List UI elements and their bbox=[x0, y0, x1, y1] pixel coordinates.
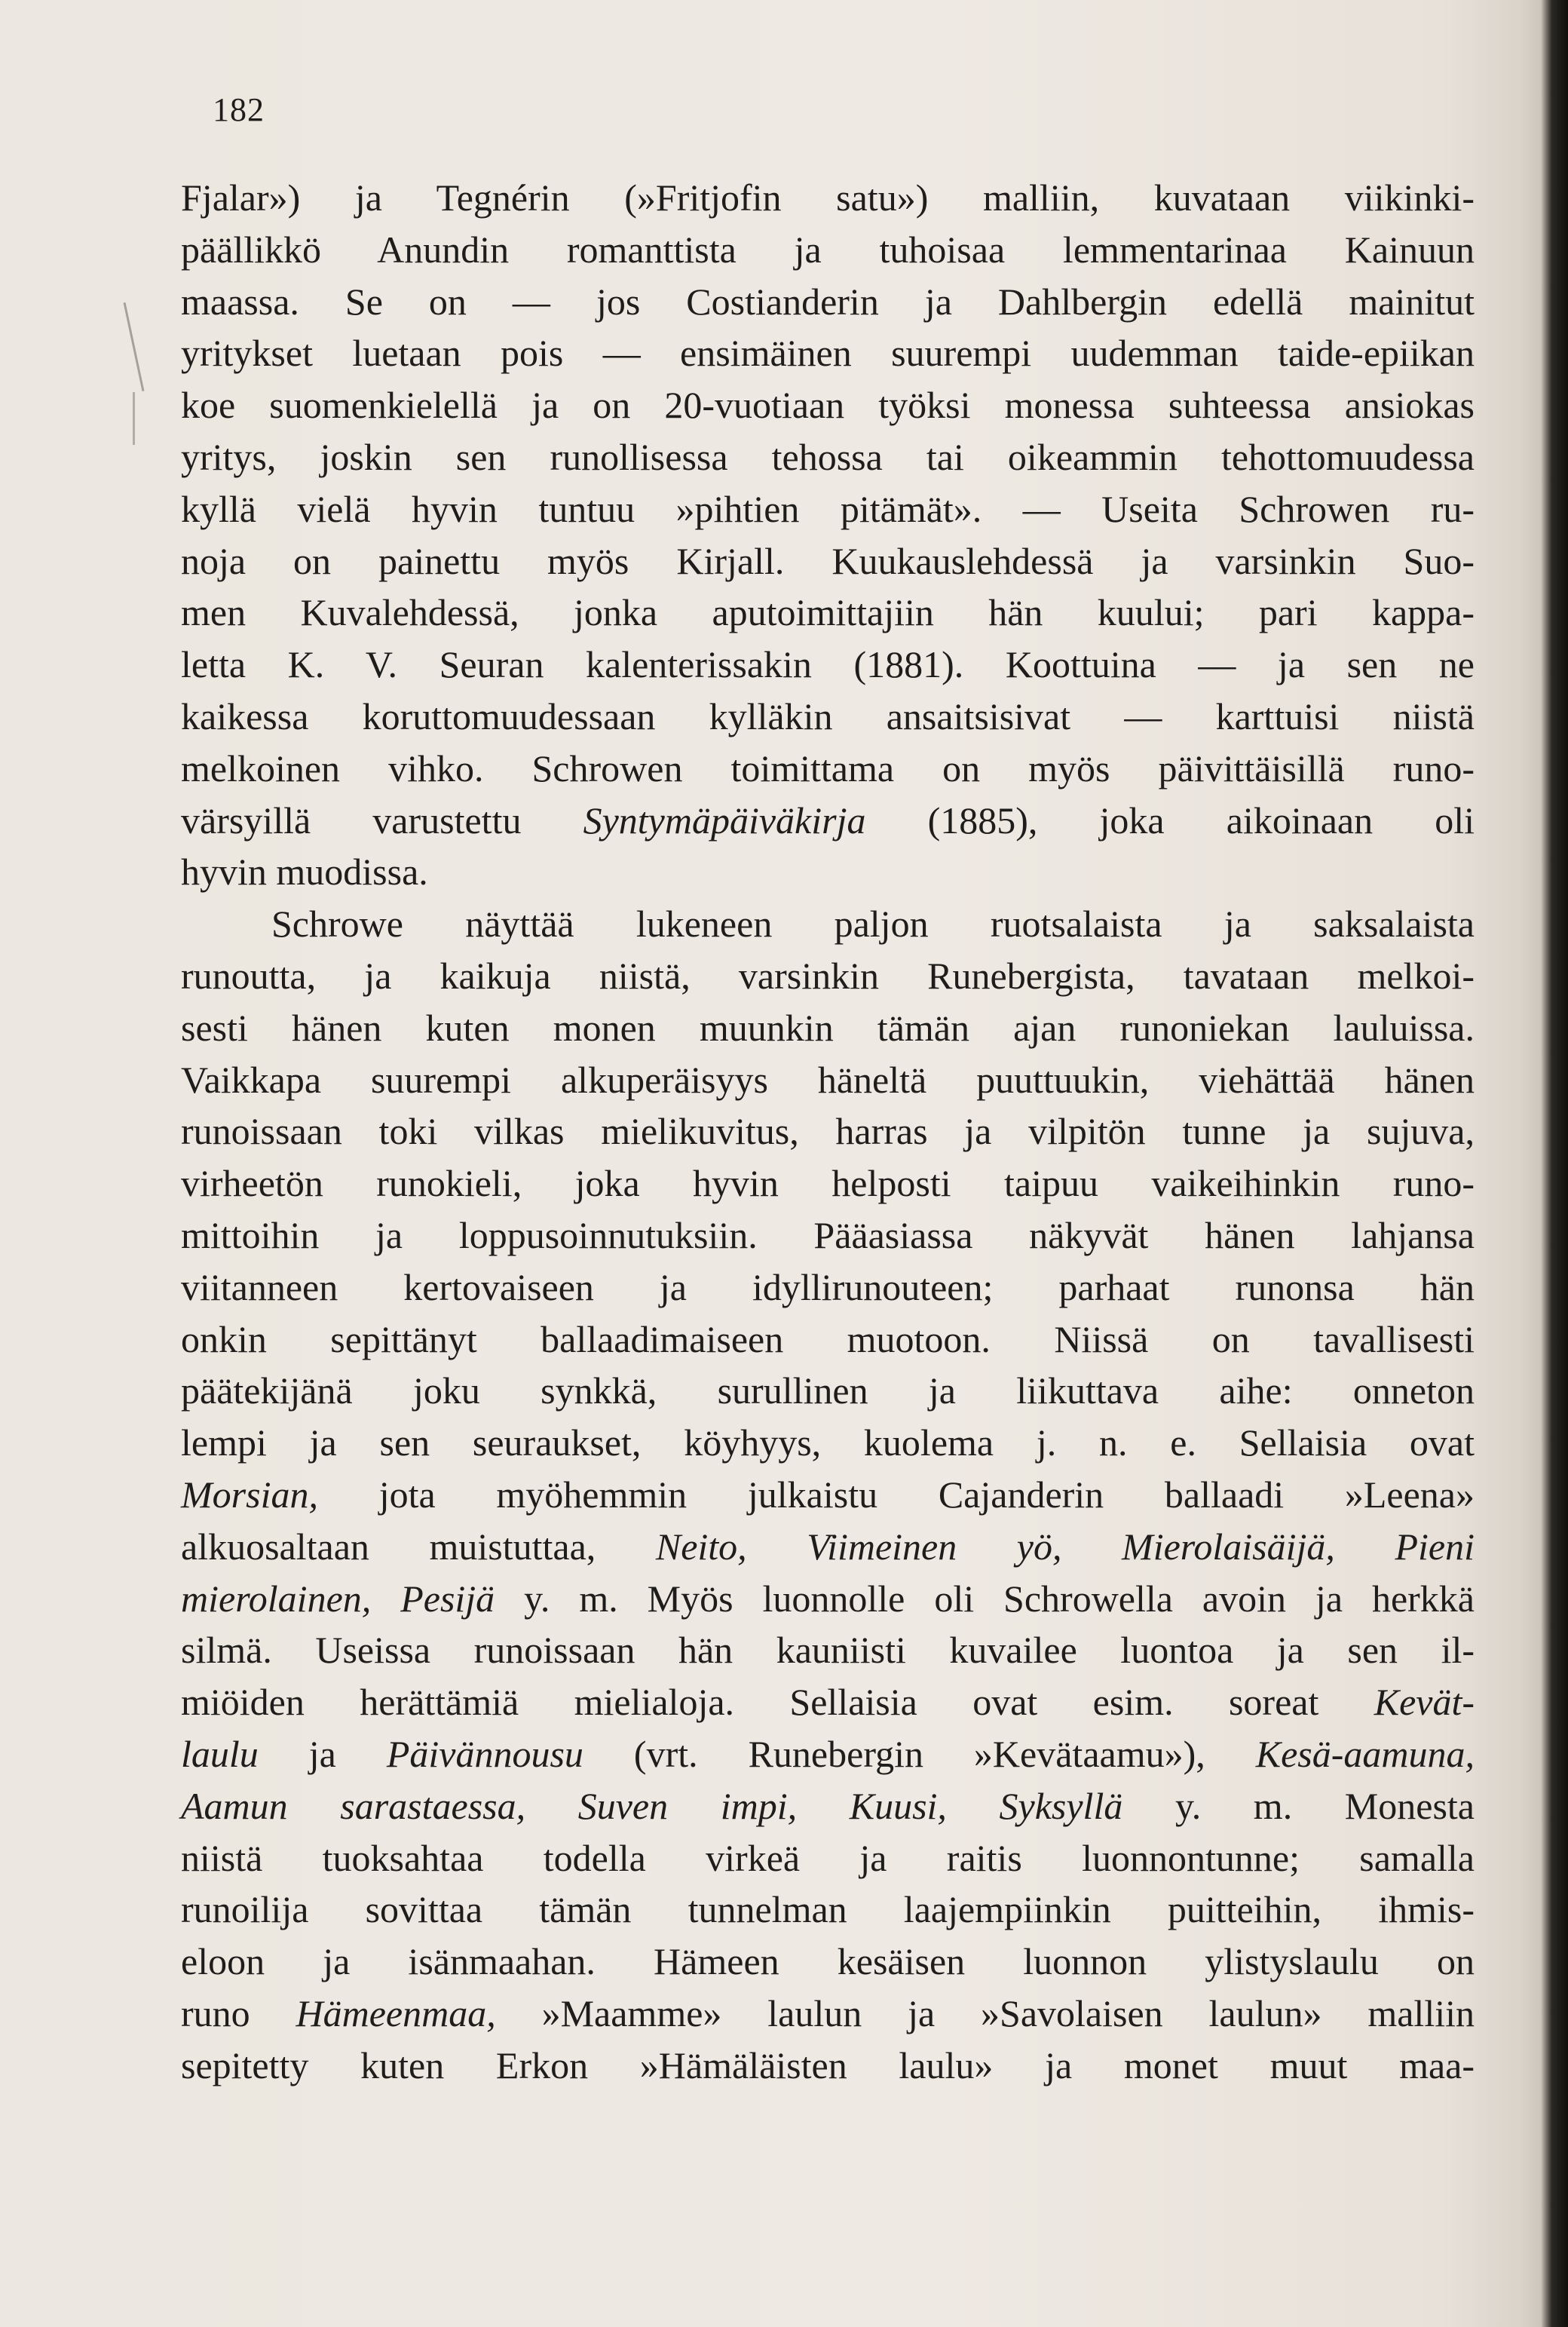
italic-title: Kesä-aamuna, bbox=[1255, 1732, 1475, 1775]
text-segment: silmä. Useissa runoissaan hän kauniisti kuvailee luontoa ja sen il- bbox=[181, 1629, 1475, 1672]
pencil-mark bbox=[133, 392, 135, 445]
text-line bbox=[181, 1105, 1475, 1157]
text-line bbox=[181, 691, 1475, 743]
italic-title: Neito, Viimeinen yö, Mierolaisäijä, Pieni bbox=[655, 1525, 1475, 1568]
text-segment: runoutta, ja kaikuja niistä, varsinkin Runebergista, tavataan melkoi- bbox=[181, 954, 1475, 997]
text-line bbox=[181, 795, 1475, 847]
text-segment: värsyillä varustettu bbox=[181, 799, 583, 842]
text-line bbox=[181, 1832, 1475, 1884]
text-line bbox=[181, 1365, 1475, 1417]
text-segment: alkuosaltaan muistuttaa, bbox=[181, 1525, 656, 1568]
text-segment: runoissaan toki vilkas mielikuvitus, harras ja vilpitön tunne ja sujuva, bbox=[181, 1110, 1475, 1153]
text-line bbox=[181, 1469, 1475, 1521]
text-line bbox=[181, 535, 1475, 587]
text-segment: melkoinen vihko. Schrowen toimittama on myös päivittäisillä runo- bbox=[181, 747, 1475, 789]
page-number: 182 bbox=[213, 91, 265, 128]
text-line bbox=[181, 2040, 1475, 2092]
text-segment: yritykset luetaan pois — ensimäinen suurempi uudemman taide-epiikan bbox=[181, 332, 1475, 375]
text-segment: y. m. Myös luonnolle oli Schrowella avoin ja herkkä bbox=[495, 1577, 1475, 1620]
text-line bbox=[181, 1780, 1475, 1832]
text-segment: letta K. V. Seuran kalenterissakin (1881). Koottuina — ja sen ne bbox=[181, 643, 1475, 686]
pencil-mark bbox=[124, 302, 145, 391]
italic-title: mierolainen, Pesijä bbox=[181, 1577, 495, 1620]
text-segment: eloon ja isänmaahan. Hämeen kesäisen luonnon ylistyslaulu on bbox=[181, 1940, 1475, 1983]
text-line bbox=[181, 898, 1475, 950]
text-segment: hyvin muodissa. bbox=[181, 851, 428, 894]
text-segment: mittoihin ja loppusoinnutuksiin. Pääasiassa näkyvät hänen lahjansa bbox=[181, 1213, 1475, 1256]
italic-title: laulu bbox=[181, 1732, 259, 1775]
text-line bbox=[181, 1573, 1475, 1625]
text-line bbox=[181, 327, 1475, 379]
text-line bbox=[181, 743, 1475, 795]
italic-title: Hämeenmaa, bbox=[296, 1991, 496, 2034]
text-line bbox=[181, 172, 1475, 224]
text-line bbox=[181, 1936, 1475, 1988]
text-segment: jota myöhemmin julkaistu Cajanderin ballaadi »Leena» bbox=[317, 1473, 1475, 1516]
text-segment: viitanneen kertovaiseen ja idyllirunouteen; parhaat runonsa hän bbox=[181, 1265, 1475, 1308]
text-line bbox=[181, 379, 1475, 431]
text-line bbox=[181, 1209, 1475, 1262]
text-segment: niistä tuoksahtaa todella virkeä ja raitis luonnontunne; samalla bbox=[181, 1836, 1475, 1879]
text-line bbox=[181, 950, 1475, 1002]
text-segment: koe suomenkielellä ja on 20-vuotiaan työksi monessa suhteessa ansiokas bbox=[181, 384, 1475, 427]
text-segment: ja bbox=[258, 1732, 387, 1775]
text-line bbox=[181, 1262, 1475, 1314]
text-segment: maassa. Se on — jos Costianderin ja Dahlbergin edellä mainitut bbox=[181, 280, 1475, 323]
text-line bbox=[181, 1624, 1475, 1676]
text-line bbox=[181, 1521, 1475, 1573]
text-segment: Fjalar») ja Tegnérin (»Fritjofin satu») malliin, kuvataan viikinki- bbox=[181, 176, 1475, 219]
text-segment: kyllä vielä hyvin tuntuu »pihtien pitämät». — Useita Schrowen ru- bbox=[181, 487, 1475, 530]
text-line bbox=[181, 1988, 1475, 2040]
text-segment: (1885), joka aikoinaan oli bbox=[865, 799, 1475, 842]
body-text bbox=[181, 172, 1475, 2091]
text-line bbox=[181, 276, 1475, 328]
text-line bbox=[181, 1054, 1475, 1106]
text-segment: (vrt. Runebergin »Kevätaamu»), bbox=[583, 1732, 1256, 1775]
text-segment: Vaikkapa suurempi alkuperäisyys häneltä puuttuukin, viehättää hänen bbox=[181, 1058, 1475, 1101]
text-line bbox=[181, 1728, 1475, 1780]
text-segment: runo bbox=[181, 1991, 296, 2034]
text-line bbox=[181, 483, 1475, 535]
text-segment: y. m. Monesta bbox=[1122, 1784, 1475, 1827]
text-segment: virheetön runokieli, joka hyvin helposti taipuu vaikeihinkin runo- bbox=[181, 1162, 1475, 1205]
text-line bbox=[181, 431, 1475, 483]
text-segment: yritys, joskin sen runollisessa tehossa tai oikeammin tehottomuudessa bbox=[181, 435, 1475, 478]
text-line bbox=[181, 639, 1475, 691]
italic-title: Syntymäpäiväkirja bbox=[583, 799, 866, 842]
text-segment: men Kuvalehdessä, jonka aputoimittajiin hän kuului; pari kappa- bbox=[181, 591, 1475, 634]
text-line bbox=[181, 1314, 1475, 1366]
text-line bbox=[181, 587, 1475, 639]
text-segment: päätekijänä joku synkkä, surullinen ja liikuttava aihe: onneton bbox=[181, 1369, 1475, 1412]
text-segment: päällikkö Anundin romanttista ja tuhoisaa lemmentarinaa Kainuun bbox=[181, 228, 1475, 271]
text-line bbox=[181, 1157, 1475, 1209]
text-line bbox=[181, 1002, 1475, 1054]
text-segment: kaikessa koruttomuudessaan kylläkin ansaitsisivat — karttuisi niistä bbox=[181, 694, 1475, 737]
text-segment: miöiden herättämiä mielialoja. Sellaisia ovat esim. soreat bbox=[181, 1681, 1374, 1724]
text-segment: sepitetty kuten Erkon »Hämäläisten laulu» ja monet muut maa- bbox=[181, 2043, 1475, 2086]
text-segment: sesti hänen kuten monen muunkin tämän ajan runoniekan lauluissa. bbox=[181, 1006, 1475, 1049]
italic-title: Päivännousu bbox=[386, 1732, 583, 1775]
text-segment: Schrowe näyttää lukeneen paljon ruotsalaista ja saksalaista bbox=[271, 903, 1475, 946]
italic-title: Kevät- bbox=[1374, 1681, 1475, 1724]
text-line bbox=[181, 224, 1475, 276]
text-segment: noja on painettu myös Kirjall. Kuukauslehdessä ja varsinkin Suo- bbox=[181, 539, 1475, 582]
text-segment: onkin sepittänyt ballaadimaiseen muotoon. Niissä on tavallisesti bbox=[181, 1317, 1475, 1360]
text-line bbox=[181, 1676, 1475, 1728]
text-line bbox=[181, 1884, 1475, 1936]
page-edge-shadow bbox=[1541, 0, 1568, 2327]
text-segment: lempi ja sen seuraukset, köyhyys, kuolema j. n. e. Sellaisia ovat bbox=[181, 1421, 1475, 1464]
text-line bbox=[181, 1417, 1475, 1469]
text-segment: »Maamme» laulun ja »Savolaisen laulun» malliin bbox=[495, 1991, 1475, 2034]
text-line bbox=[181, 846, 1475, 898]
italic-title: Morsian, bbox=[181, 1473, 318, 1516]
italic-title: Aamun sarastaessa, Suven impi, Kuusi, Syksyllä bbox=[181, 1784, 1123, 1827]
text-segment: runoilija sovittaa tämän tunnelman laajempiinkin puitteihin, ihmis- bbox=[181, 1888, 1475, 1931]
